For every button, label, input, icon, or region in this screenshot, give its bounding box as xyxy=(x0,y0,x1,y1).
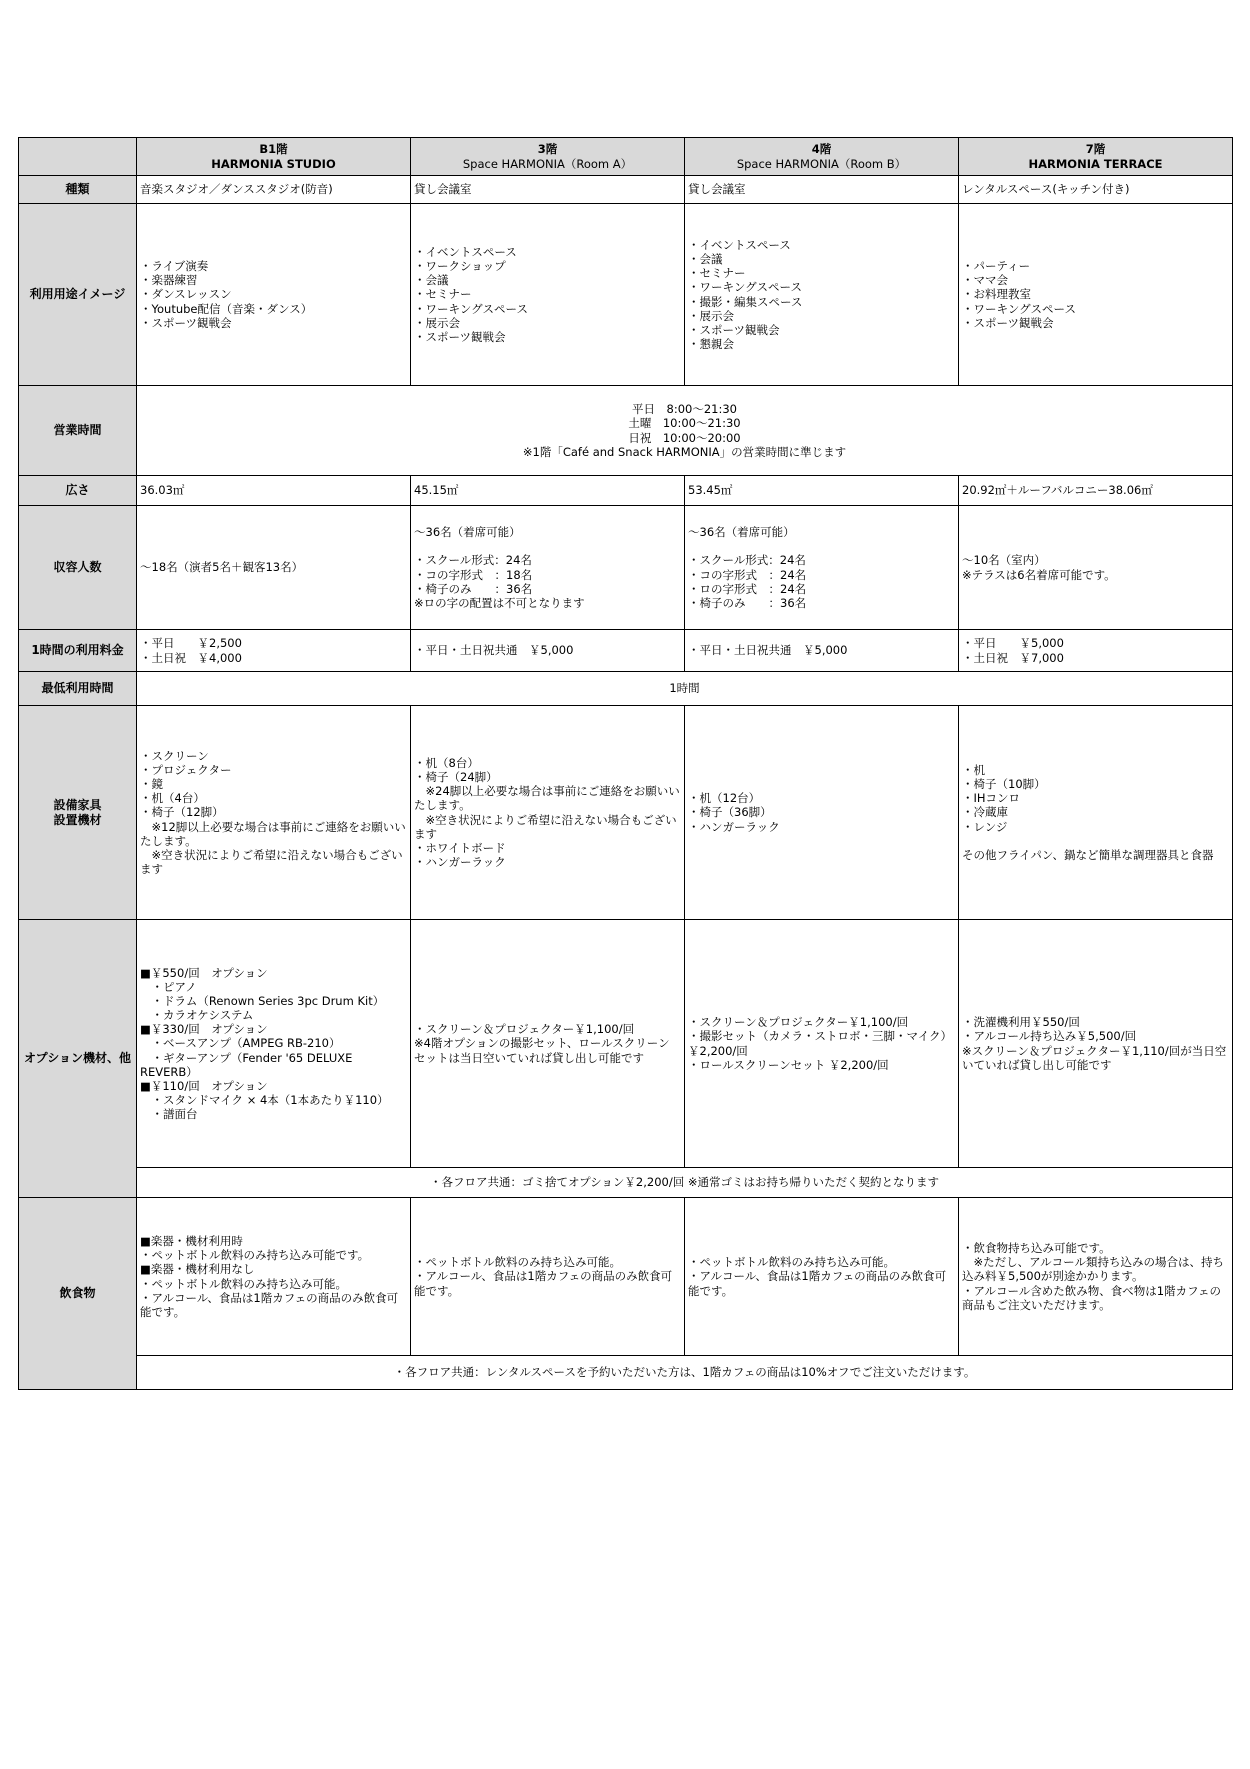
text-line: ・楽器練習 xyxy=(140,273,198,288)
row-price xyxy=(19,630,1233,672)
text-line: ・ベースアンプ（AMPEG RB-210） xyxy=(140,1036,341,1051)
text-line: ・ダンスレッスン xyxy=(140,287,232,302)
text-line: ※12脚以上必要な場合は事前にご連絡をお願いいたします。 xyxy=(140,819,406,848)
row-hours xyxy=(19,386,1233,476)
text-line: 〜10名（室内） xyxy=(962,553,1046,568)
options-cell xyxy=(411,920,685,1168)
text-line: ・椅子（12脚） xyxy=(140,805,224,820)
text-line: ■楽器・機材利用なし xyxy=(140,1262,255,1277)
row-capacity xyxy=(19,506,1233,630)
text-line: ・ホワイトボード xyxy=(414,840,506,855)
text-line: ・机（4台） xyxy=(140,791,205,806)
text-line: ・スクリーン xyxy=(140,749,209,764)
col-header-3f xyxy=(411,138,685,176)
type-cell: 貸し会議室 xyxy=(685,176,959,204)
text-line: ・鏡 xyxy=(140,777,163,792)
usage-cell xyxy=(685,204,959,386)
text-line: その他フライパン、鍋など簡単な調理器具と食器 xyxy=(962,847,1214,862)
text-line: ・スポーツ観戦会 xyxy=(962,315,1054,330)
text-line: ・ワーキングスペース xyxy=(962,301,1076,316)
text-line: ・撮影・編集スペース xyxy=(688,294,803,309)
price-cell xyxy=(137,630,411,672)
room-name: Space HARMONIA（Room A） xyxy=(462,156,633,171)
text-line: ・平日・土日祝共通 ￥5,000 xyxy=(688,643,848,658)
col-header-7f xyxy=(959,138,1233,176)
text-line: ・スポーツ観戦会 xyxy=(140,315,232,330)
text-line: ※ただし、アルコール類持ち込みの場合は、持ち込み料￥5,500が別途かかります。 xyxy=(962,1255,1224,1284)
row-label: 種類 xyxy=(19,176,137,204)
text-line: 〜36名（着席可能） xyxy=(688,525,795,540)
floor-label: 7階 xyxy=(1085,142,1106,157)
text-line: ・平日 ￥5,000 xyxy=(962,636,1064,651)
text-line: ・Youtube配信（音楽・ダンス） xyxy=(140,301,313,316)
text-line: ・ハンガーラック xyxy=(414,854,506,869)
text-line: ・スポーツ観戦会 xyxy=(688,322,780,337)
text-line: ・スクール形式：24名 xyxy=(414,553,532,568)
equipment-cell xyxy=(411,706,685,920)
price-cell xyxy=(411,630,685,672)
food-common-note: ・各フロア共通：レンタルスペースを予約いただいた方は、1階カフェの商品は10%オフでご注文いただけます。 xyxy=(137,1356,1233,1390)
row-equipment xyxy=(19,706,1233,920)
food-cell xyxy=(959,1198,1233,1356)
hours-cell xyxy=(137,386,1233,476)
text-line: ・冷蔵庫 xyxy=(962,805,1008,820)
food-cell xyxy=(137,1198,411,1356)
floor-label: 4階 xyxy=(811,142,832,157)
room-name: Space HARMONIA（Room B） xyxy=(736,156,907,171)
options-common-note: ・各フロア共通：ゴミ捨てオプション￥2,200/回 ※通常ゴミはお持ち帰りいただく契約となります xyxy=(137,1168,1233,1198)
header-row xyxy=(19,138,1233,176)
corner-cell xyxy=(19,138,137,176)
text-line: ・椅子（36脚） xyxy=(688,805,772,820)
text-line: ※4階オプションの撮影セット、ロールスクリーンセットは当日空いていれば貸し出し可能です xyxy=(414,1036,670,1065)
text-line: ※空き状況によりご希望に沿えない場合もございます xyxy=(140,847,403,876)
text-line: ・椅子（10脚） xyxy=(962,777,1046,792)
row-type xyxy=(19,176,1233,204)
text-line: ・ドラム（Renown Series 3pc Drum Kit） xyxy=(140,994,385,1009)
min-time-cell: 1時間 xyxy=(137,672,1233,706)
equipment-cell xyxy=(137,706,411,920)
text-line: ・ペットボトル飲料のみ持ち込み可能。 xyxy=(414,1255,621,1270)
text-line: ・イベントスペース xyxy=(688,238,791,253)
text-line: ・IHコンロ xyxy=(962,791,1021,806)
text-line: 土曜 10:00〜21:30 xyxy=(628,416,741,431)
text-line: ・コの字形式 ：24名 xyxy=(688,567,807,582)
text-line: ・カラオケシステム xyxy=(140,1008,254,1023)
row-label: 1時間の利用料金 xyxy=(19,630,137,672)
floor-label: B1階 xyxy=(259,142,288,157)
text-line: ・平日・土日祝共通 ￥5,000 xyxy=(414,643,574,658)
options-cell xyxy=(137,920,411,1168)
text-line: ■￥550/回 オプション xyxy=(140,966,268,981)
text-line: ・アルコール、食品は1階カフェの商品のみ飲食可能です。 xyxy=(688,1269,947,1298)
text-line: ・土日祝 ￥4,000 xyxy=(140,650,242,665)
area-cell: 20.92㎡＋ルーフバルコニー38.06㎡ xyxy=(959,476,1233,506)
row-label: 飲食物 xyxy=(19,1198,137,1390)
text-line: ・撮影セット（カメラ・ストロボ・三脚・マイク）￥2,200/回 xyxy=(688,1029,953,1058)
text-line xyxy=(688,539,955,553)
type-cell: 貸し会議室 xyxy=(411,176,685,204)
room-name: HARMONIA STUDIO xyxy=(211,156,336,171)
row-label: 営業時間 xyxy=(19,386,137,476)
text-line: ・ライブ演奏 xyxy=(140,259,209,274)
row-usage xyxy=(19,204,1233,386)
text-line: ・パーティー xyxy=(962,259,1031,274)
capacity-cell xyxy=(411,506,685,630)
text-line: ・椅子のみ ：36名 xyxy=(688,595,807,610)
type-cell: 音楽スタジオ／ダンススタジオ(防音) xyxy=(137,176,411,204)
text-line: ・アルコール、食品は1階カフェの商品のみ飲食可能です。 xyxy=(140,1290,399,1319)
text-line: ■￥330/回 オプション xyxy=(140,1022,268,1037)
text-line: ・セミナー xyxy=(414,287,472,302)
text-line: ・プロジェクター xyxy=(140,763,232,778)
food-cell xyxy=(411,1198,685,1356)
equipment-cell xyxy=(685,706,959,920)
col-header-4f xyxy=(685,138,959,176)
row-area xyxy=(19,476,1233,506)
text-line: ■楽器・機材利用時 xyxy=(140,1234,243,1249)
price-cell xyxy=(685,630,959,672)
text-line: ・会議 xyxy=(688,252,723,267)
text-line: ・ペットボトル飲料のみ持ち込み可能。 xyxy=(140,1276,347,1291)
text-line: ・ペットボトル飲料のみ持ち込み可能。 xyxy=(688,1255,895,1270)
row-label: 利用用途イメージ xyxy=(19,204,137,386)
text-line: ・スクール形式：24名 xyxy=(688,553,806,568)
row-min-time xyxy=(19,672,1233,706)
area-cell: 53.45㎡ xyxy=(685,476,959,506)
text-line: ・ロールスクリーンセット ￥2,200/回 xyxy=(688,1057,889,1072)
text-line: ※テラスは6名着席可能です。 xyxy=(962,567,1116,582)
text-line: ・懇親会 xyxy=(688,336,734,351)
col-header-b1 xyxy=(137,138,411,176)
usage-cell xyxy=(959,204,1233,386)
row-options xyxy=(19,920,1233,1168)
text-line: ・スタンドマイク × 4本（1本あたり￥110） xyxy=(140,1092,389,1107)
food-cell xyxy=(685,1198,959,1356)
text-line: ・アルコール、食品は1階カフェの商品のみ飲食可能です。 xyxy=(414,1269,673,1298)
row-label: 最低利用時間 xyxy=(19,672,137,706)
text-line: ・ワーキングスペース xyxy=(688,280,802,295)
text-line: ・ワークショップ xyxy=(414,259,506,274)
row-food xyxy=(19,1198,1233,1356)
text-line: ・ワーキングスペース xyxy=(414,301,528,316)
text-line: ・ロの字形式 ：24名 xyxy=(688,581,807,596)
floor-label: 3階 xyxy=(537,142,558,157)
text-line: ・机 xyxy=(962,763,985,778)
text-line: 設置機材 xyxy=(53,812,102,827)
row-label: オプション機材、他 xyxy=(19,920,137,1198)
room-name: HARMONIA TERRACE xyxy=(1028,156,1163,171)
area-cell: 36.03㎡ xyxy=(137,476,411,506)
text-line: ・アルコール含めた飲み物、食べ物は1階カフェの商品もご注文いただけます。 xyxy=(962,1283,1222,1312)
options-cell xyxy=(959,920,1233,1168)
text-line: ■￥110/回 オプション xyxy=(140,1078,268,1093)
text-line: ・机（12台） xyxy=(688,791,761,806)
text-line: ・スクリーン＆プロジェクター￥1,100/回 xyxy=(414,1022,635,1037)
text-line: ・譜面台 xyxy=(140,1106,198,1121)
text-line: ・セミナー xyxy=(688,266,746,281)
type-cell: レンタルスペース(キッチン付き) xyxy=(959,176,1233,204)
text-line: ※1階「Café and Snack HARMONIA」の営業時間に準じます xyxy=(522,444,847,459)
capacity-cell xyxy=(959,506,1233,630)
text-line: ・ハンガーラック xyxy=(688,819,780,834)
text-line: ・椅子のみ ：36名 xyxy=(414,581,533,596)
usage-cell xyxy=(137,204,411,386)
text-line: ・ギターアンプ（Fender '65 DELUXE REVERB） xyxy=(140,1050,357,1079)
text-line: ※ロの字の配置は不可となります xyxy=(414,595,585,610)
area-cell: 45.15㎡ xyxy=(411,476,685,506)
usage-cell xyxy=(411,204,685,386)
text-line: ・洗濯機利用￥550/回 xyxy=(962,1015,1080,1030)
text-line: ・会議 xyxy=(414,273,449,288)
text-line: ・展示会 xyxy=(688,308,734,323)
row-label: 広さ xyxy=(19,476,137,506)
text-line: ・平日 ￥2,500 xyxy=(140,636,242,651)
text-line: ・お料理教室 xyxy=(962,287,1031,302)
text-line: 日祝 10:00〜20:00 xyxy=(628,430,741,445)
text-line: ・アルコール持ち込み￥5,500/回 xyxy=(962,1029,1137,1044)
text-line: ・スクリーン＆プロジェクター￥1,100/回 xyxy=(688,1015,909,1030)
text-line: 〜18名（演者5名＋観客13名） xyxy=(140,560,304,575)
text-line: ・ペットボトル飲料のみ持ち込み可能です。 xyxy=(140,1248,370,1263)
price-cell xyxy=(959,630,1233,672)
text-line: 平日 8:00〜21:30 xyxy=(632,402,737,417)
text-line: ・スポーツ観戦会 xyxy=(414,329,506,344)
text-line: ・椅子（24脚） xyxy=(414,770,498,785)
capacity-cell xyxy=(137,506,411,630)
text-line: ・飲食物持ち込み可能です。 xyxy=(962,1241,1111,1256)
row-label: 収容人数 xyxy=(19,506,137,630)
options-cell xyxy=(685,920,959,1168)
text-line: ・レンジ xyxy=(962,819,1008,834)
text-line: ・土日祝 ￥7,000 xyxy=(962,650,1064,665)
text-line: 〜36名（着席可能） xyxy=(414,525,521,540)
text-line: 設備家具 xyxy=(53,797,102,812)
text-line: ・ママ会 xyxy=(962,273,1008,288)
row-label xyxy=(19,706,137,920)
text-line xyxy=(962,834,1229,848)
facility-spec-table xyxy=(18,137,1233,1390)
text-line xyxy=(414,539,681,553)
text-line: ・コの字形式 ：18名 xyxy=(414,567,533,582)
text-line: ※24脚以上必要な場合は事前にご連絡をお願いいたします。 xyxy=(414,784,680,813)
text-line: ※スクリーン＆プロジェクター￥1,110/回が当日空いていれば貸し出し可能です xyxy=(962,1043,1227,1072)
row-options-common xyxy=(19,1168,1233,1198)
text-line: ・イベントスペース xyxy=(414,245,517,260)
text-line: ・机（8台） xyxy=(414,756,479,771)
equipment-cell xyxy=(959,706,1233,920)
row-food-common xyxy=(19,1356,1233,1390)
capacity-cell xyxy=(685,506,959,630)
text-line: ・ピアノ xyxy=(140,980,197,995)
text-line: ※空き状況によりご希望に沿えない場合もございます xyxy=(414,812,677,841)
text-line: ・展示会 xyxy=(414,315,460,330)
